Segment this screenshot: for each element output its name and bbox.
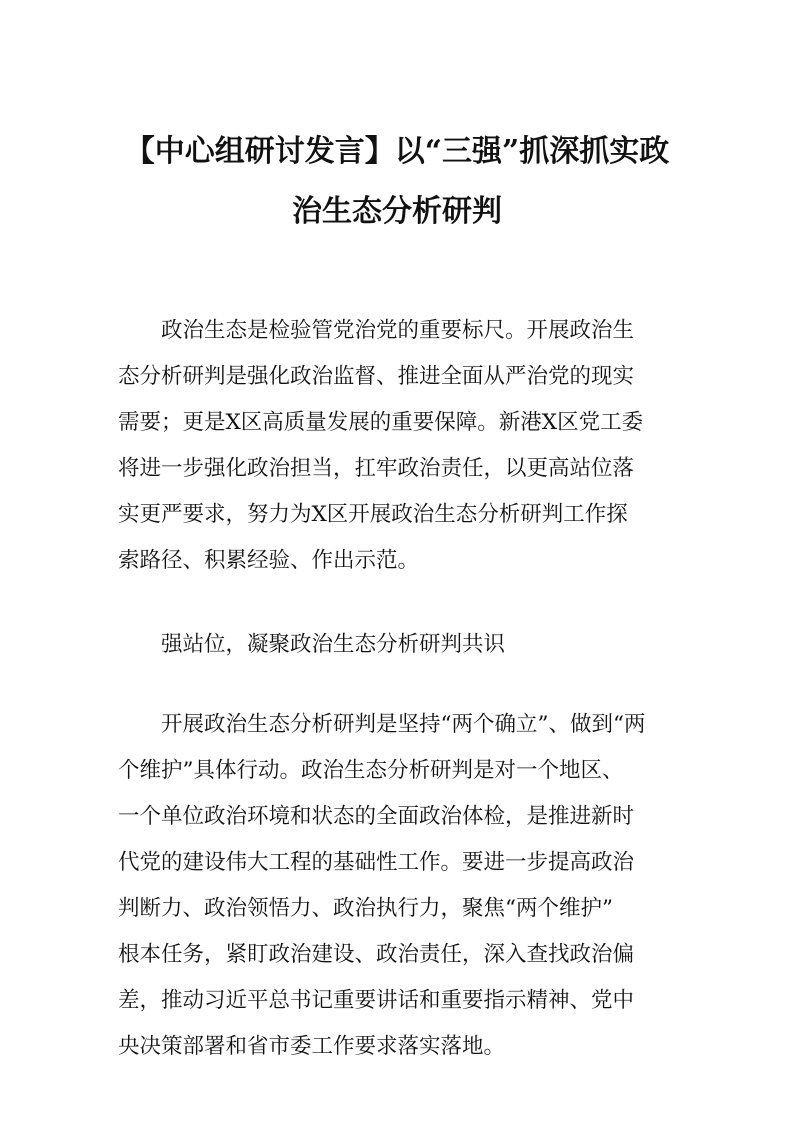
paragraph-line: 个维护”具体行动。政治生态分析研判是对一个地区、 (118, 758, 624, 783)
paragraph-intro (118, 308, 678, 584)
paragraph-line: 判断力、政治领悟力、政治执行力，聚焦“两个维护” (118, 896, 613, 921)
title-line-1: 【中心组研讨发言】以“三强”抓深抓实政 (124, 134, 670, 169)
document-title (110, 122, 684, 242)
paragraph-line: 政治生态是检验管党治党的重要标尺。开展政治生 (118, 318, 635, 343)
title-line-2: 治生态分析研判 (292, 194, 502, 229)
paragraph-body (118, 702, 678, 1070)
paragraph-line: 态分析研判是强化政治监督、推进全面从严治党的现实 (118, 364, 635, 389)
paragraph-line: 根本任务，紧盯政治建设、政治责任，深入查找政治偏 (118, 942, 635, 967)
paragraph-line: 一个单位政治环境和状态的全面政治体检，是推进新时 (118, 804, 635, 829)
paragraph-line: 索路径、积累经验、作出示范。 (118, 548, 420, 573)
paragraph-line: 需要；更是X区高质量发展的重要保障。新港X区党工委 (118, 410, 644, 435)
paragraph-line: 开展政治生态分析研判是坚持“两个确立”、做到“两 (118, 712, 646, 737)
paragraph-line: 实更严要求，努力为X区开展政治生态分析研判工作探 (118, 502, 628, 527)
paragraph-line: 差，推动习近平总书记重要讲话和重要指示精神、党中 (118, 988, 635, 1013)
paragraph-line: 将进一步强化政治担当，扛牢政治责任，以更高站位落 (118, 456, 635, 481)
section-heading-text: 强站位，凝聚政治生态分析研判共识 (118, 632, 506, 657)
paragraph-line: 央决策部署和省市委工作要求落实落地。 (118, 1034, 506, 1059)
paragraph-line: 代党的建设伟大工程的基础性工作。要进一步提高政治 (118, 850, 635, 875)
section-heading (118, 622, 678, 668)
